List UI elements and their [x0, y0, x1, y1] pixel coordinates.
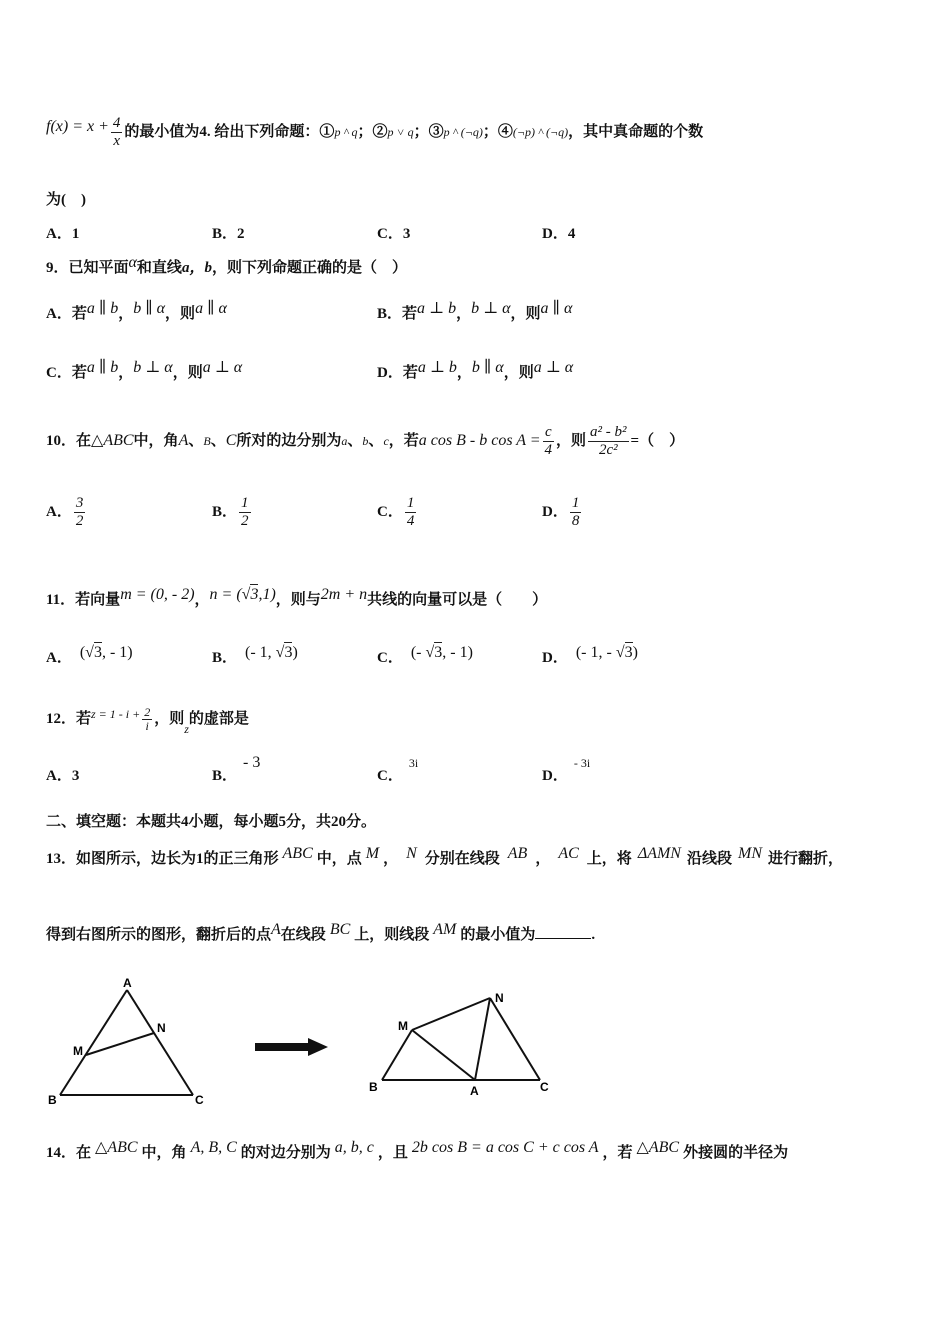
- q8-function: f(x) = x +: [46, 117, 109, 135]
- q8-prop3: p ^ (¬q): [443, 124, 483, 139]
- q11-vector-n: n = (√3,1): [209, 586, 276, 603]
- q9-option-c[interactable]: C．若a ∥ b，b ⊥ α，则a ⊥ α: [46, 359, 243, 381]
- left-label-b: B: [48, 1093, 57, 1107]
- right-label-b: B: [369, 1080, 378, 1094]
- q11-option-c[interactable]: C． (- √3, - 1): [377, 644, 473, 666]
- section-heading: 二、填空题：本题共4小题，每小题5分，共20分。: [46, 814, 377, 830]
- left-label-m: M: [73, 1044, 83, 1058]
- q8-option-c[interactable]: C．3: [377, 226, 411, 242]
- q13-line2: 得到右图所示的图形，翻折后的点A在线段 BC 上，则线段 AM 的最小值为 .: [46, 921, 596, 943]
- right-segment-bm: [382, 1030, 412, 1080]
- q9-option-b[interactable]: B．若a ⊥ b，b ⊥ α，则a ∥ α: [377, 300, 573, 322]
- q10-target-fraction: $\frac{\text{a² - b²}}{\text{2c²}}$: [590, 424, 627, 458]
- q13-left-triangle: [60, 990, 193, 1095]
- q10-given-fraction: $\frac{c}{4}$: [544, 424, 553, 458]
- q12-option-d[interactable]: D．$^{- 3i}$: [542, 756, 591, 784]
- left-segment-mn: [86, 1033, 154, 1055]
- q9-option-d[interactable]: D．若a ⊥ b，b ∥ α，则a ⊥ α: [377, 359, 574, 381]
- left-label-c: C: [195, 1093, 204, 1107]
- left-label-a: A: [123, 976, 132, 990]
- q8-fraction: $\frac{4}{x}$: [112, 115, 121, 149]
- q13-answer-blank[interactable]: [535, 938, 591, 939]
- q13-right-figure: [382, 998, 540, 1080]
- arrow-shaft: [255, 1043, 310, 1051]
- q11-stem: 11．若向量m = (0, - 2)，n = (√3,1)，则与2m + n共线的向量可以是（ ）: [46, 586, 548, 608]
- q10-option-b[interactable]: B． $\frac{1}{2}$: [212, 495, 249, 529]
- right-segment-mn: [412, 998, 490, 1030]
- q8-option-b[interactable]: B．2: [212, 226, 245, 242]
- q12-option-b[interactable]: B．- 3: [212, 754, 261, 784]
- q13-line1: 13．如图所示，边长为1的正三角形 ABC 中，点 M ， N 分别在线段 AB ， AC 上，将 ΔAMN 沿线段 MN 进行翻折，: [46, 845, 844, 867]
- q12-option-c[interactable]: C．$^{3i}$: [377, 756, 419, 784]
- q11-option-d[interactable]: D． (- 1, - √3): [542, 644, 638, 666]
- q8-option-d[interactable]: D．4: [542, 226, 576, 242]
- q10-stem: 10．在△ABC中，角A、B、C所对的边分别为a、b、c，若a cos B - b cos A = $\frac{c}{4}$ ，则 $\frac{\text{a² - b²}}{\text{2c²}}$ =（ ）: [46, 424, 685, 458]
- q11-option-a[interactable]: A． (√3, - 1): [46, 644, 133, 666]
- right-label-c: C: [540, 1080, 549, 1094]
- q8-tail: 为( ): [46, 192, 86, 208]
- right-segment-nc: [490, 998, 540, 1080]
- right-segment-na: [475, 998, 490, 1080]
- q14-stem: 14．在 △ABC 中，角 A, B, C 的对边分别为 a, b, c ，且 2b cos B = a cos C + c cos A ，若 △ABC 外接圆的半径为: [46, 1139, 789, 1161]
- q8-option-a[interactable]: A．1: [46, 226, 80, 242]
- q11-option-b[interactable]: B． (- 1, √3): [212, 644, 298, 666]
- fold-arrow: [255, 1038, 328, 1056]
- left-label-n: N: [157, 1021, 166, 1035]
- right-label-m: M: [398, 1019, 408, 1033]
- q8-prop1: p ^ q: [334, 124, 358, 139]
- q8-text2: ，其中真命题的个数: [568, 123, 704, 140]
- q10-option-a[interactable]: A． $\frac{3}{2}$: [46, 495, 84, 529]
- q12-fraction: $\frac{2}{i}$: [144, 705, 151, 733]
- q13-figure: [0, 975, 950, 1115]
- right-label-a: A: [470, 1084, 479, 1098]
- q8-prop2: p ˅ q: [387, 124, 414, 139]
- q12-option-a[interactable]: A．3: [46, 768, 80, 784]
- q8-line: f(x) = x + $\frac{4}{x}$ 的最小值为4. 给出下列命题：①p ^ q；②p ˅ q；③p ^ (¬q)；④(¬p) ^ (¬q)，其中真命题的个数: [46, 115, 704, 149]
- q10-option-c[interactable]: C． $\frac{1}{4}$: [377, 495, 415, 529]
- q9-stem: 9．已知平面α和直线a，b，则下列命题正确的是（ ）: [46, 254, 407, 276]
- left-side-ac: [127, 990, 193, 1095]
- q9-option-a[interactable]: A．若a ∥ b，b ∥ α，则a ∥ α: [46, 300, 227, 322]
- right-segment-ma: [412, 1030, 475, 1080]
- arrow-head: [308, 1038, 328, 1056]
- q8-text1: 的最小值为4. 给出下列命题：: [124, 123, 320, 140]
- left-side-ab: [60, 990, 127, 1095]
- q8-prop4: (¬p) ^ (¬q): [512, 124, 569, 139]
- q12-stem: 12．若$^{z = 1 - i +}$ $\frac{2}{i}$ ，则$_z$的虚部是: [46, 705, 249, 736]
- q10-option-d[interactable]: D． $\frac{1}{8}$: [542, 495, 580, 529]
- right-label-n: N: [495, 991, 504, 1005]
